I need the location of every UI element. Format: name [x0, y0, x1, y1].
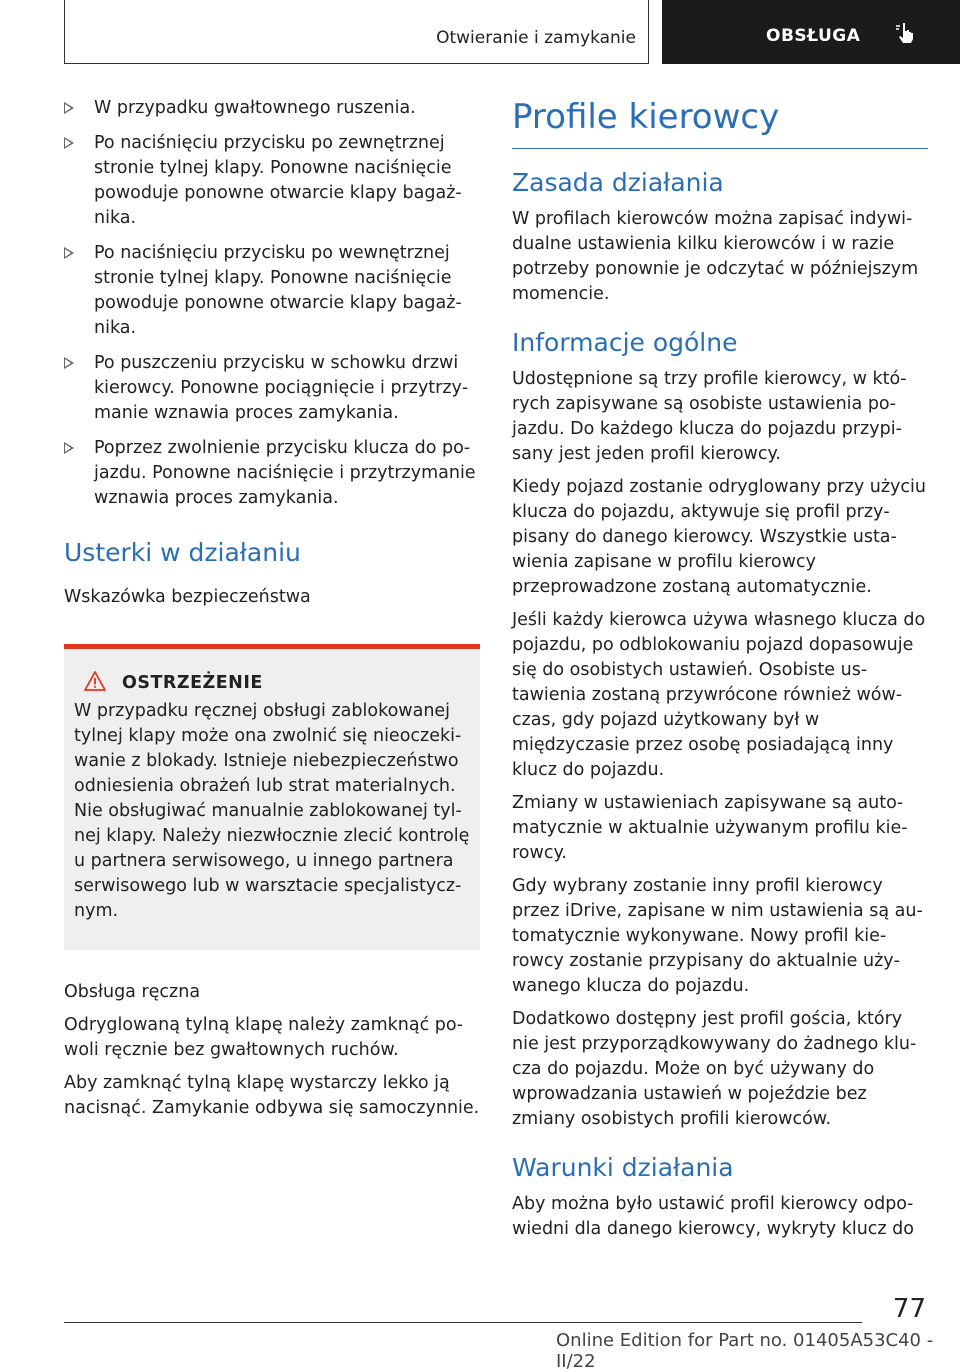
bullet-list — [64, 96, 480, 511]
section-title: Otwieranie i zamykanie — [436, 28, 636, 48]
heading-zasada: Zasada działania — [512, 168, 724, 197]
paragraph: Kiedy pojazd zostanie odryglowany przy użyciu klucza do pojazdu, aktywuje się profil przypisany do danego kierowcy. Wszystkie ustawienia zapisane w profilu kierowcy przeprowadzone zostaną automatycznie. — [512, 477, 926, 597]
warning-title: OSTRZEŻENIE — [122, 673, 263, 693]
right-column — [512, 96, 928, 1250]
paragraph: Jeśli każdy kierowca używa własnego klucza do pojazdu, po odblokowaniu pojazd dopasowuje się do osobistych ustawień. Osobiste ustawienia zostaną przywrócone również wówczas, gdy pojazd użytkowany był w międzyczasie przez osobę posiadającą inny klucz do pojazdu. — [512, 610, 926, 780]
paragraph: Aby zamknąć tylną klapę wystarczy lekko ją nacisnąć. Zamykanie odbywa się samoczynnie. — [64, 1073, 480, 1118]
edition-footer: Online Edition for Part no. 01405A53C40 - II/22 — [556, 1330, 934, 1372]
header-divider — [648, 0, 649, 64]
triangle-bullet-icon — [64, 357, 74, 369]
paragraph: Aby można było ustawić profil kierowcy odpowiedni dla danego kierowcy, wykryty klucz do — [512, 1194, 914, 1239]
list-item: Po naciśnięciu przycisku po zewnętrznej stronie tylnej klapy. Ponowne naciśnięcie powoduje ponowne otwarcie klapy bagażnika. — [64, 131, 480, 231]
paragraph: Dodatkowo dostępny jest profil gościa, który nie jest przyporządkowywany do żadnego klucza do pojazdu. Może on być używany do wprowadzania ustawień w pojeździe bez zmiany osobistych profili kierowców. — [512, 1009, 917, 1129]
paragraph: Zmiany w ustawieniach zapisywane są automatycznie w aktualnie używanym profilu kierowcy. — [512, 793, 908, 863]
header-left-rule — [64, 0, 65, 64]
subheading-safety: Wskazówka bezpieczeństwa — [64, 587, 311, 607]
triangle-bullet-icon — [64, 442, 74, 454]
triangle-bullet-icon — [64, 137, 74, 149]
heading-info: Informacje ogólne — [512, 328, 738, 357]
list-item: W przypadku gwałtownego ruszenia. — [64, 96, 480, 121]
footer-rule — [64, 1322, 862, 1323]
list-item: Po naciśnięciu przycisku po wewnętrznej stronie tylnej klapy. Ponowne naciśnięcie powoduje ponowne otwarcie klapy bagażnika. — [64, 241, 480, 341]
left-column — [64, 96, 480, 1129]
chapter-tab[interactable] — [662, 0, 960, 64]
warning-text: W przypadku ręcznej obsługi zablokowanej tylnej klapy może ona zwolnić się nieoczekiwanie z blokady. Istnieje niebezpieczeństwo odniesienia obrażeń lub strat materialnych. Nie obsługiwać manualnie zablokowanej tylnej klapy. Należy niezwłocznie zlecić kontrolę u partnera serwisowego, u innego partnera serwisowego lub w warsztacie specjalistycznym. — [74, 701, 470, 921]
heading-rule — [512, 148, 928, 149]
heading-warunki: Warunki działania — [512, 1153, 734, 1182]
warning-triangle-icon — [84, 671, 114, 695]
chapter-tab-label: OBSŁUGA — [766, 26, 861, 46]
paragraph: W profilach kierowców można zapisać indywidualne ustawienia kilku kierowców i w razie potrzeby ponownie je odczytać w późniejszym momencie. — [512, 209, 919, 304]
list-item: Poprzez zwolnienie przycisku klucza do pojazdu. Ponowne naciśnięcie i przytrzymanie wznawia proces zamykania. — [64, 436, 480, 511]
paragraph: Odryglowaną tylną klapę należy zamknąć powoli ręcznie bez gwałtownych ruchów. — [64, 1015, 463, 1060]
subheading-manual: Obsługa ręczna — [64, 982, 201, 1002]
hand-pointer-icon — [894, 22, 916, 48]
paragraph: Gdy wybrany zostanie inny profil kierowcy przez iDrive, zapisane w nim ustawienia są automatycznie wykonywane. Nowy profil kierowcy zostanie przypisany do aktualnie używanego klucza do pojazdu. — [512, 876, 923, 996]
warning-box — [64, 644, 480, 950]
heading-profile: Profile kierowcy — [512, 97, 780, 137]
page-number: 77 — [892, 1294, 926, 1324]
paragraph: Udostępnione są trzy profile kierowcy, w których zapisywane są osobiste ustawienia pojazdu. Do każdego klucza do pojazdu przypisany jest jeden profil kierowcy. — [512, 369, 907, 464]
triangle-bullet-icon — [64, 247, 74, 259]
list-item: Po puszczeniu przycisku w schowku drzwi kierowcy. Ponowne pociągnięcie i przytrzymanie wznawia proces zamykania. — [64, 351, 480, 426]
triangle-bullet-icon — [64, 102, 74, 114]
header-bottom-rule — [64, 63, 648, 64]
heading-usterki: Usterki w działaniu — [64, 538, 301, 567]
